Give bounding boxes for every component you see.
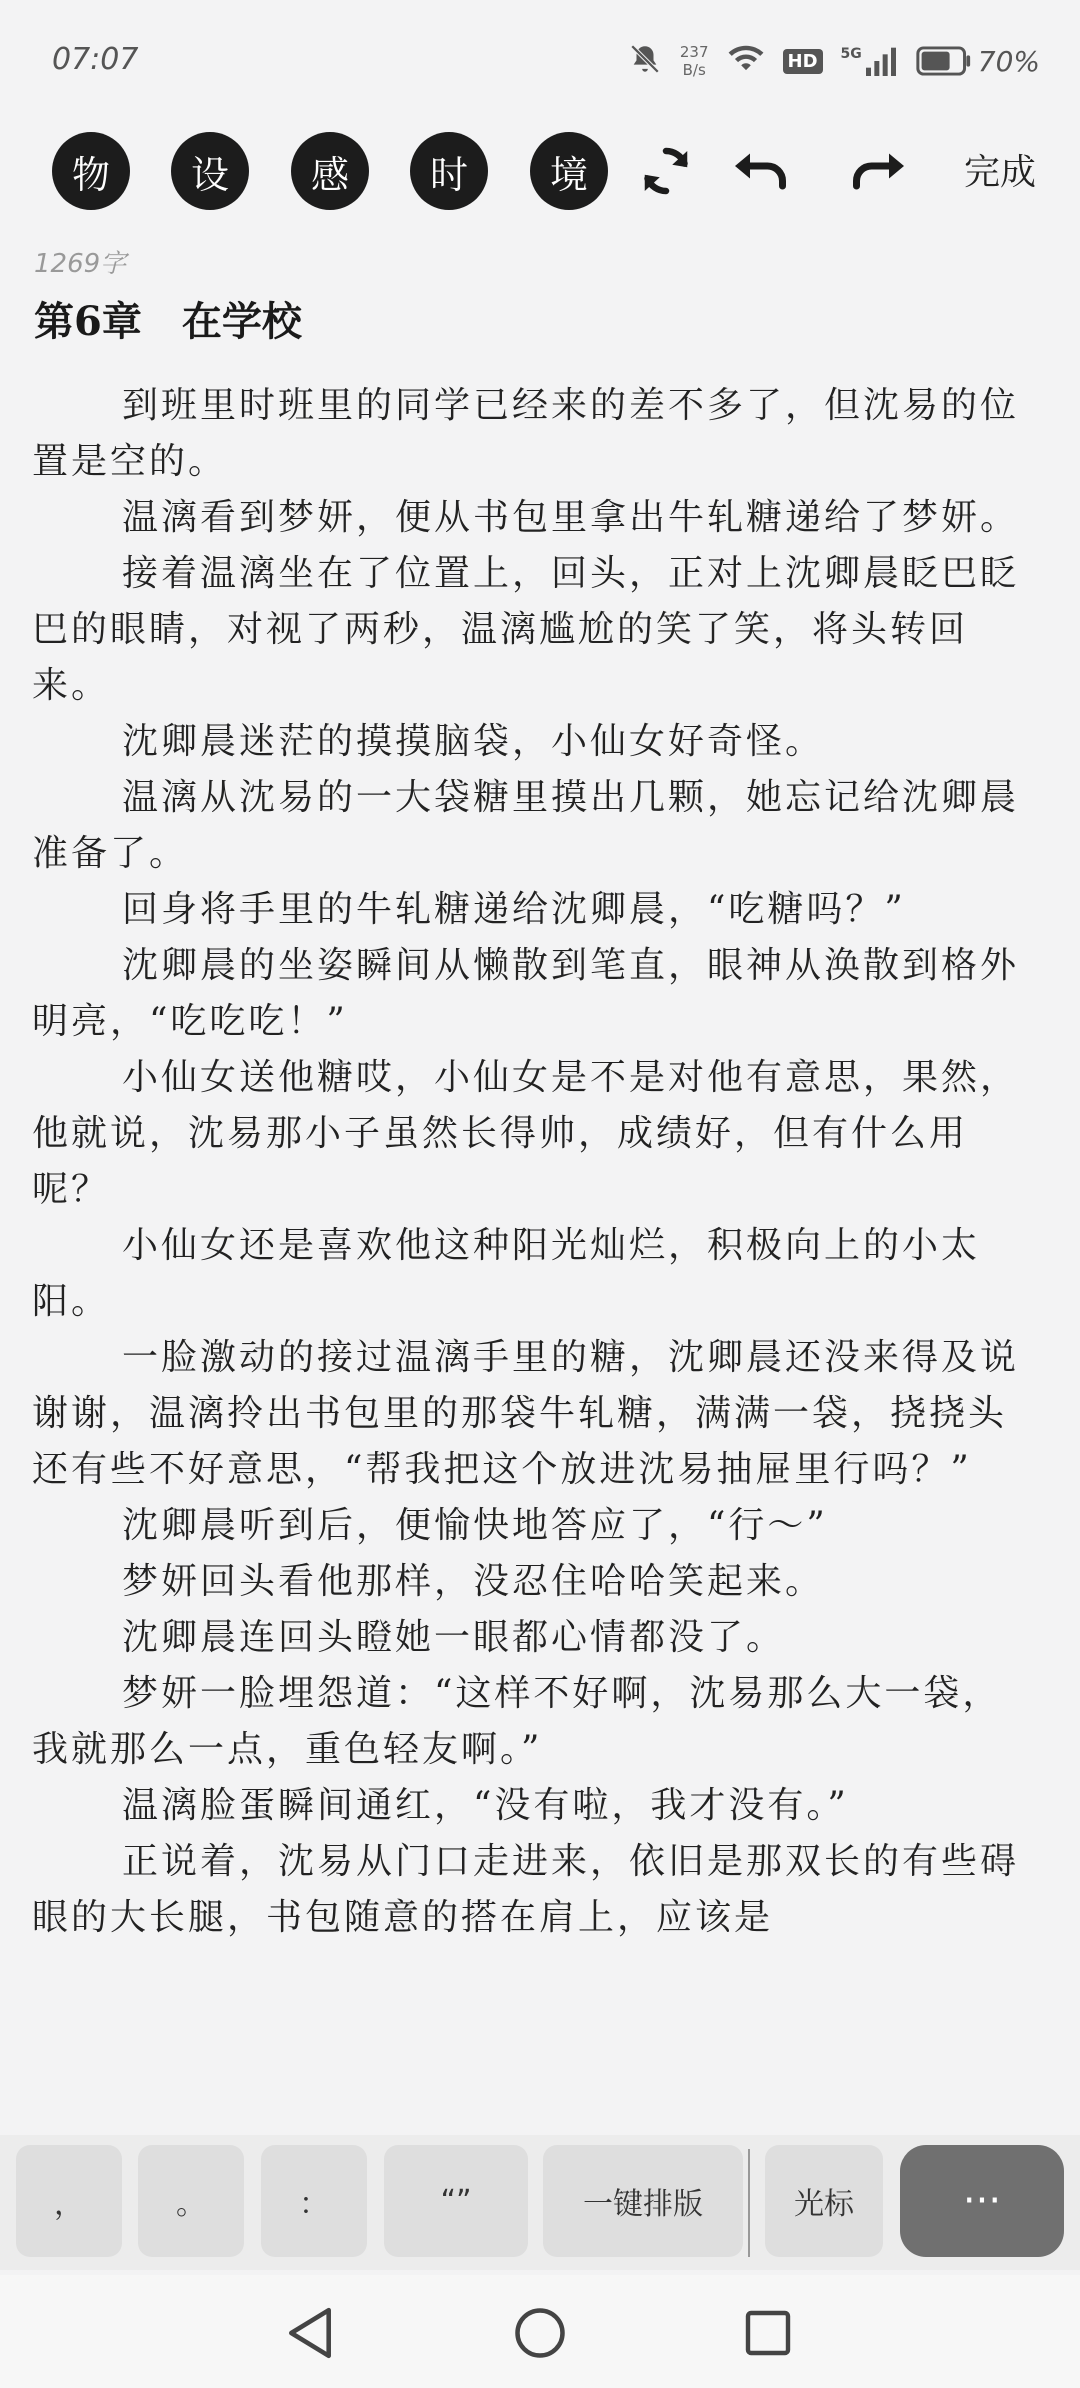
paragraph: 到班里时班里的同学已经来的差不多了，但沈易的位置是空的。 — [32, 385, 1020, 482]
cursor-button[interactable]: 光标 — [765, 2145, 883, 2257]
paragraph: 沈卿晨听到后，便愉快地答应了，“行～” — [122, 1505, 828, 1546]
signal-type: 5G — [840, 46, 862, 62]
undo-icon[interactable] — [723, 134, 797, 208]
editor-toolbar — [0, 120, 1080, 220]
more-button[interactable]: ··· — [900, 2145, 1064, 2257]
paragraph: 沈卿晨的坐姿瞬间从懒散到笔直，眼神从涣散到格外明亮，“吃吃吃！” — [32, 945, 1020, 1042]
tool-button-emotion[interactable]: 感 — [291, 132, 369, 210]
status-time: 07:07 — [52, 42, 139, 77]
divider — [748, 2149, 750, 2257]
battery-icon — [916, 46, 972, 76]
battery-indicator — [916, 45, 1040, 78]
paragraph: 接着温漓坐在了位置上，回头，正对上沈卿晨眨巴眨巴的眼睛，对视了两秒，温漓尴尬的笑了笑，将头转回来。 — [32, 553, 1020, 706]
paragraph: 小仙女送他糖哎，小仙女是不是对他有意思，果然，他就说，沈易那小子虽然长得帅，成绩好，但有什么用呢？ — [32, 1057, 1020, 1210]
done-button[interactable]: 完成 — [963, 152, 1036, 193]
paragraph: 梦妍一脸埋怨道：“这样不好啊，沈易那么大一袋，我就那么一点，重色轻友啊。” — [32, 1673, 1002, 1770]
tool-button-time[interactable]: 时 — [410, 132, 488, 210]
key-quotes[interactable]: “” — [384, 2145, 528, 2257]
status-bar — [0, 0, 1080, 110]
system-nav-bar — [0, 2275, 1080, 2388]
back-triangle-icon[interactable] — [280, 2303, 340, 2363]
chapter-title[interactable]: 第6章 在学校 — [34, 298, 302, 345]
home-circle-icon[interactable] — [510, 2303, 570, 2363]
paragraph: 沈卿晨迷茫的摸摸脑袋，小仙女好奇怪。 — [122, 721, 825, 762]
chapter-content-editor[interactable] — [32, 378, 1022, 2130]
network-speed — [680, 43, 709, 79]
tool-button-character[interactable]: 物 — [52, 132, 130, 210]
paragraph: 一脸激动的接过温漓手里的糖，沈卿晨还没来得及说谢谢，温漓拎出书包里的那袋牛轧糖，满满一袋，挠挠头还有些不好意思，“帮我把这个放进沈易抽屉里行吗？” — [32, 1337, 1020, 1490]
auto-format-button[interactable]: 一键排版 — [543, 2145, 743, 2257]
network-speed-value: 237 — [679, 43, 709, 61]
paragraph: 温漓从沈易的一大袋糖里摸出几颗，她忘记给沈卿晨准备了。 — [32, 777, 1020, 874]
paragraph: 温漓脸蛋瞬间通红，“没有啦，我才没有。” — [122, 1785, 849, 1826]
key-comma[interactable]: ， — [16, 2145, 122, 2257]
recent-square-icon[interactable] — [738, 2303, 798, 2363]
hd-badge: HD — [783, 49, 823, 74]
paragraph: 梦妍回头看他那样，没忍住哈哈笑起来。 — [122, 1561, 825, 1602]
battery-level: 70% — [977, 44, 1040, 78]
paragraph: 沈卿晨连回头瞪她一眼都心情都没了。 — [122, 1617, 786, 1658]
wifi-icon — [727, 43, 765, 79]
redo-icon[interactable] — [842, 134, 916, 208]
paragraph: 温漓看到梦妍，便从书包里拿出牛轧糖递给了梦妍。 — [122, 497, 1020, 538]
punctuation-helper-bar — [0, 2135, 1080, 2270]
word-count: 1269字 — [34, 249, 127, 279]
tool-button-setting[interactable]: 设 — [171, 132, 249, 210]
tool-button-environment[interactable]: 境 — [530, 132, 608, 210]
key-colon[interactable]: ： — [261, 2145, 367, 2257]
paragraph: 正说着，沈易从门口走进来，依旧是那双长的有些碍眼的大长腿，书包随意的搭在肩上，应该是 — [32, 1841, 1020, 1938]
paragraph: 回身将手里的牛轧糖递给沈卿晨，“吃糖吗？” — [122, 889, 906, 930]
status-icons — [628, 36, 1040, 86]
network-speed-unit: B/s — [682, 61, 706, 79]
signal-icon — [841, 46, 898, 76]
bell-off-icon — [628, 42, 662, 80]
key-period[interactable]: 。 — [138, 2145, 244, 2257]
refresh-icon[interactable] — [629, 134, 703, 208]
paragraph: 小仙女还是喜欢他这种阳光灿烂，积极向上的小太阳。 — [32, 1225, 981, 1322]
